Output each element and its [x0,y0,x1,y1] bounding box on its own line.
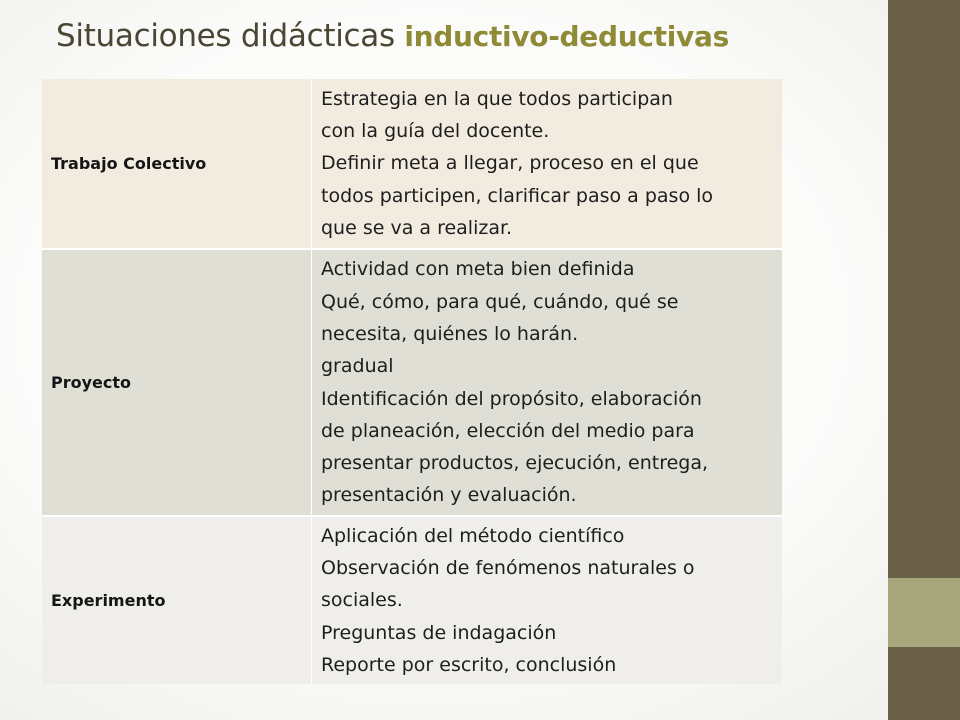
slide-title [56,18,729,54]
title-plain-text: Situaciones didácticas [56,18,405,54]
strategy-name: Proyecto [42,249,312,516]
table-row [42,79,782,249]
strategy-description: Estrategia en la que todos participan con la guía del docente. Definir meta a llegar, proceso en el que todos participen, clarificar paso a paso lo que se va a realizar. [312,79,783,249]
table-row [42,516,782,684]
sidebar-accent-block [888,578,960,647]
strategy-description: Aplicación del método científico Observación de fenómenos naturales o sociales. Preguntas de indagación Reporte por escrito, conclusión [312,516,783,684]
title-highlight-text: inductivo-deductivas [404,20,729,53]
strategy-name: Trabajo Colectivo [42,79,312,249]
strategy-name: Experimento [42,516,312,684]
strategies-table [42,79,782,684]
table-row [42,249,782,516]
strategy-description: Actividad con meta bien definida Qué, cómo, para qué, cuándo, qué se necesita, quiénes lo harán. gradual Identificación del propósito, elaboración de planeación, elección del medio para presentar productos, ejecución, entrega, presentación y evaluación. [312,249,783,516]
